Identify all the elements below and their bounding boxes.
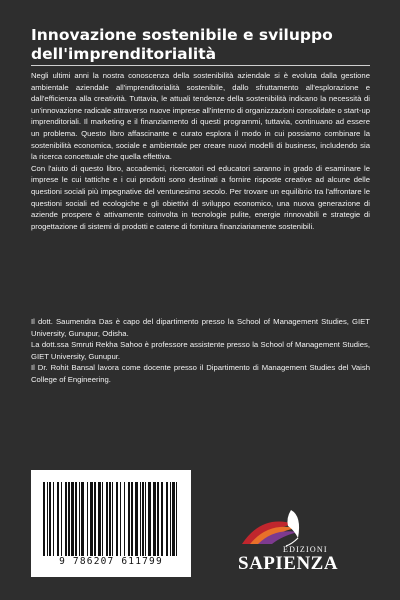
title-divider: [31, 65, 370, 66]
barcode-bars: [43, 482, 179, 556]
isbn-digits: 9 786207 611799: [59, 556, 163, 567]
quill-logo-icon: [236, 500, 366, 550]
abstract-paragraph: Con l'aiuto di questo libro, accademici, ricercatori ed educatori saranno in grado di esaminare le imprese le cui tattiche e i cui prodotti sono destinati a fornire risposte creative ad alcune delle questioni sociali più impegnative del ventunesimo secolo. Per trovare un equilibrio tra l'affrontare le questioni sociali ed ecologiche e gli obiettivi di sviluppo economico, una nuova generazione di aziende prospere è attivamente coinvolta in tecnologie pulite, energie rinnovabili e strategie di progettazione di sistemi di prodotti e catene di fornitura finanziariamente sostenibili.: [31, 163, 370, 231]
publisher-name: SAPIENZA: [238, 553, 339, 574]
book-title: Innovazione sostenibile e sviluppo dell'imprenditorialità: [31, 26, 333, 63]
abstract: [31, 70, 370, 232]
publisher-logo: [236, 500, 366, 580]
author-bio: La dott.ssa Smruti Rekha Sahoo è professore assistente presso la School of Management Studies, GIET University, Gunupur.: [31, 340, 370, 361]
author-bios: [31, 316, 370, 386]
publisher-imprint-label: EDIZIONI: [283, 545, 328, 554]
author-bio: Il Dr. Rohit Bansal lavora come docente presso il Dipartimento di Management Studies del Vaish College of Engineering.: [31, 363, 370, 384]
barcode: [31, 470, 191, 577]
author-bio: Il dott. Saumendra Das è capo del dipartimento presso la School of Management Studies, GIET University, Gunupur, Odisha.: [31, 317, 370, 338]
abstract-paragraph: Negli ultimi anni la nostra conoscenza della sostenibilità aziendale si è evoluta dalla gestione ambientale aziendale all'imprenditorialità sostenibile, dallo sfruttamento all'esplorazione e dall'efficienza alla creatività. Tuttavia, le attuali tendenze della sostenibilità indicano la necessità di un'innovazione radicale attraverso nuove imprese all'interno di organizzazioni consolidate o start-up imprenditoriali. Il marketing e il finanziamento di questi programmi, tuttavia, continuano ad essere un problema. Questo libro affascinante e curato esplora il modo in cui possiamo combinare la sostenibilità economica, sociale e ambientale per creare nuovi modelli di business, includendo sia la ricerca concettuale che quella effettiva.: [31, 71, 370, 162]
